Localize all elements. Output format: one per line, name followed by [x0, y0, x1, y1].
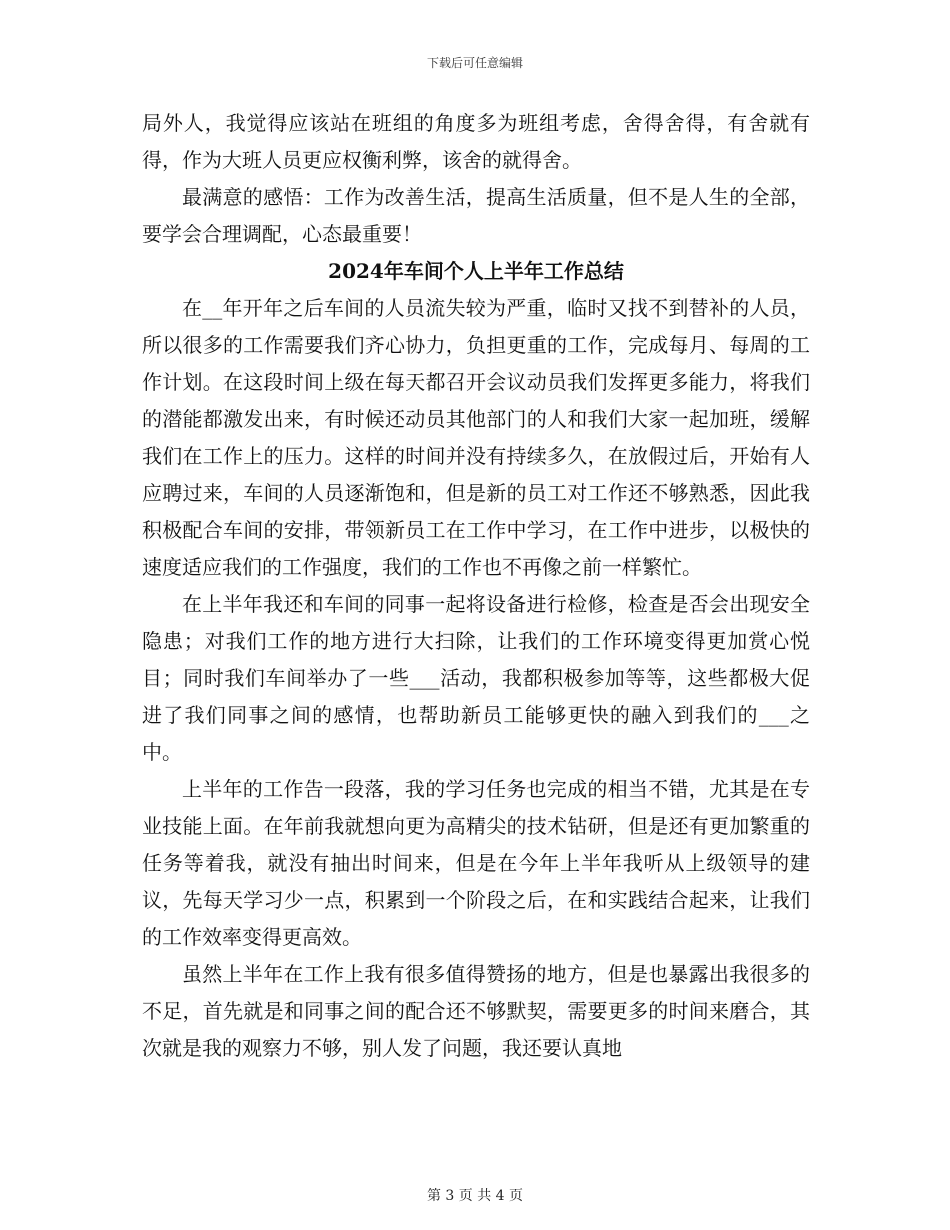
paragraph: 局外人，我觉得应该站在班组的角度多为班组考虑，舍得舍得，有舍就有得，作为大班人员更应权衡利弊，该舍的就得舍。	[142, 111, 810, 172]
paragraph: 虽然上半年在工作上我有很多值得赞扬的地方，但是也暴露出我很多的不足，首先就是和同事之间的配合还不够默契，需要更多的时间来磨合，其次就是我的观察力不够，别人发了问题，我还要认真地	[142, 962, 810, 1060]
paragraph: 上半年的工作告一段落，我的学习任务也完成的相当不错，尤其是在专业技能上面。在年前我就想向更为高精尖的技术钻研，但是还有更加繁重的任务等着我，就没有抽出时间来，但是在今年上半年我听从上级领导的建议，先每天学习少一点，积累到一个阶段之后，在和实践结合起来，让我们的工作效率变得更高效。	[142, 777, 810, 949]
section-title: 2024年车间个人上半年工作总结	[328, 259, 624, 283]
document-body	[142, 105, 810, 1067]
page-header: 下载后可任意编辑	[426, 56, 523, 70]
paragraph: 在__年开年之后车间的人员流失较为严重，临时又找不到替补的人员，所以很多的工作需要我们齐心协力，负担更重的工作，完成每月、每周的工作计划。在这段时间上级在每天都召开会议动员我们发挥更多能力，将我们的潜能都激发出来，有时候还动员其他部门的人和我们大家一起加班，缓解我们在工作上的压力。这样的时间并没有持续多久，在放假过后，开始有人应聘过来，车间的人员逐渐饱和，但是新的员工对工作还不够熟悉，因此我积极配合车间的安排，带领新员工在工作中学习，在工作中进步，以极快的速度适应我们的工作强度，我们的工作也不再像之前一样繁忙。	[142, 296, 810, 579]
page-footer: 第 3 页 共 4 页	[426, 1188, 524, 1204]
paragraph: 最满意的感悟：工作为改善生活，提高生活质量，但不是人生的全部，要学会合理调配，心态最重要！	[142, 185, 810, 246]
paragraph: 在上半年我还和车间的同事一起将设备进行检修，检查是否会出现安全隐患；对我们工作的地方进行大扫除，让我们的工作环境变得更加赏心悦目；同时我们车间举办了一些___活动，我都积极参加等等，这些都极大促进了我们同事之间的感情，也帮助新员工能够更快的融入到我们的___之中。	[142, 592, 810, 764]
